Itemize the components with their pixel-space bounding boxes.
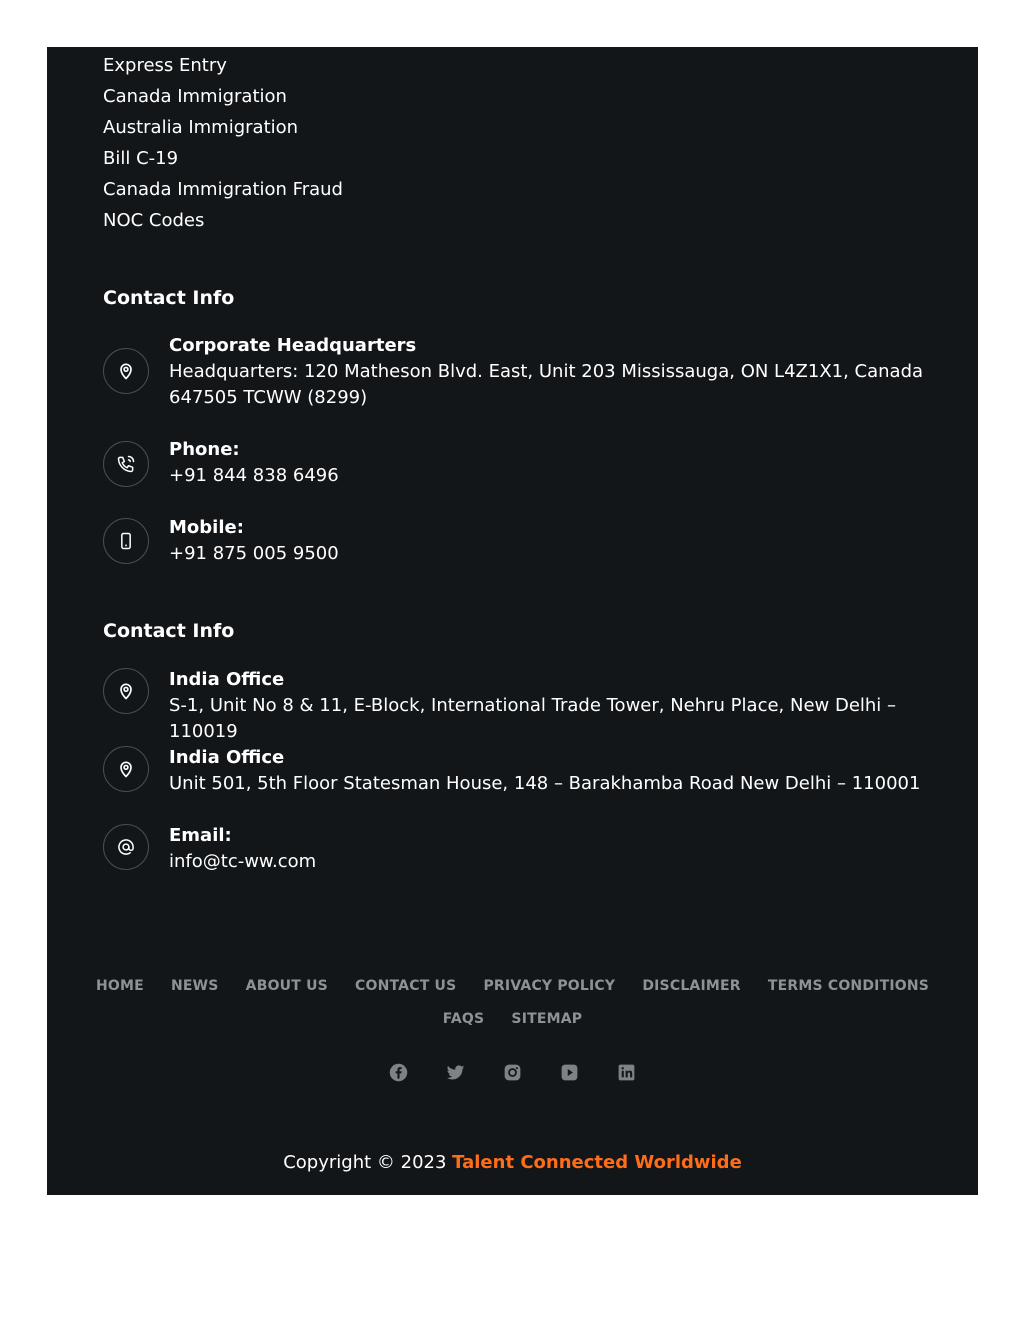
india-office-2-address: Unit 501, 5th Floor Statesman House, 148 – Barakhamba Road New Delhi – 110001 <box>169 773 921 794</box>
nav-contact-us[interactable]: CONTACT US <box>355 978 457 994</box>
facebook-icon[interactable] <box>388 1062 409 1083</box>
nav-sitemap[interactable]: SITEMAP <box>511 1011 583 1027</box>
mobile-title: Mobile: <box>169 517 244 538</box>
at-sign-icon <box>103 824 149 870</box>
location-pin-icon <box>103 668 149 714</box>
contact-info-heading-2: Contact Info <box>103 620 235 642</box>
nav-about-us[interactable]: ABOUT US <box>245 978 328 994</box>
link-bill-c19[interactable]: Bill C-19 <box>103 148 179 169</box>
nav-news[interactable]: NEWS <box>170 978 219 994</box>
brand-link[interactable]: Talent Connected Worldwide <box>452 1152 742 1173</box>
nav-home[interactable]: HOME <box>95 978 144 994</box>
phone-title: Phone: <box>169 439 240 460</box>
nav-faqs[interactable]: FAQS <box>442 1011 485 1027</box>
copyright-text: Copyright © 2023 <box>283 1152 453 1173</box>
footer-nav-row-1 <box>47 975 978 994</box>
india-office-2-title: India Office <box>169 747 285 768</box>
nav-terms-conditions[interactable]: TERMS CONDITIONS <box>767 978 930 994</box>
location-pin-icon <box>103 746 149 792</box>
india-office-1-title: India Office <box>169 669 285 690</box>
twitter-icon[interactable] <box>445 1062 466 1083</box>
email-title: Email: <box>169 825 232 846</box>
youtube-icon[interactable] <box>559 1062 580 1083</box>
nav-disclaimer[interactable]: DISCLAIMER <box>642 978 741 994</box>
quick-links-list <box>103 50 343 236</box>
link-express-entry[interactable]: Express Entry <box>103 55 227 76</box>
headquarters-address: Headquarters: 120 Matheson Blvd. East, Unit 203 Mississauga, ON L4Z1X1, Canada 647505 TCWW (8299) <box>169 361 924 408</box>
location-pin-icon <box>103 348 149 394</box>
link-australia-immigration[interactable]: Australia Immigration <box>103 117 299 138</box>
copyright <box>47 1152 978 1173</box>
link-canada-immigration-fraud[interactable]: Canada Immigration Fraud <box>103 179 343 200</box>
mobile-icon <box>103 518 149 564</box>
link-noc-codes[interactable]: NOC Codes <box>103 210 205 231</box>
headquarters-title: Corporate Headquarters <box>169 335 417 356</box>
email-address[interactable]: info@tc-ww.com <box>169 851 317 872</box>
social-links <box>47 1062 978 1083</box>
link-canada-immigration[interactable]: Canada Immigration <box>103 86 287 107</box>
linkedin-icon[interactable] <box>616 1062 637 1083</box>
instagram-icon[interactable] <box>502 1062 523 1083</box>
phone-icon <box>103 441 149 487</box>
nav-privacy-policy[interactable]: PRIVACY POLICY <box>483 978 616 994</box>
phone-number[interactable]: +91 844 838 6496 <box>169 465 339 486</box>
mobile-number[interactable]: +91 875 005 9500 <box>169 543 339 564</box>
site-footer <box>47 47 978 1195</box>
contact-info-heading: Contact Info <box>103 287 235 309</box>
india-office-1-address: S-1, Unit No 8 & 11, E-Block, International Trade Tower, Nehru Place, New Delhi – 110019 <box>169 695 897 742</box>
footer-nav-row-2 <box>47 1008 978 1027</box>
